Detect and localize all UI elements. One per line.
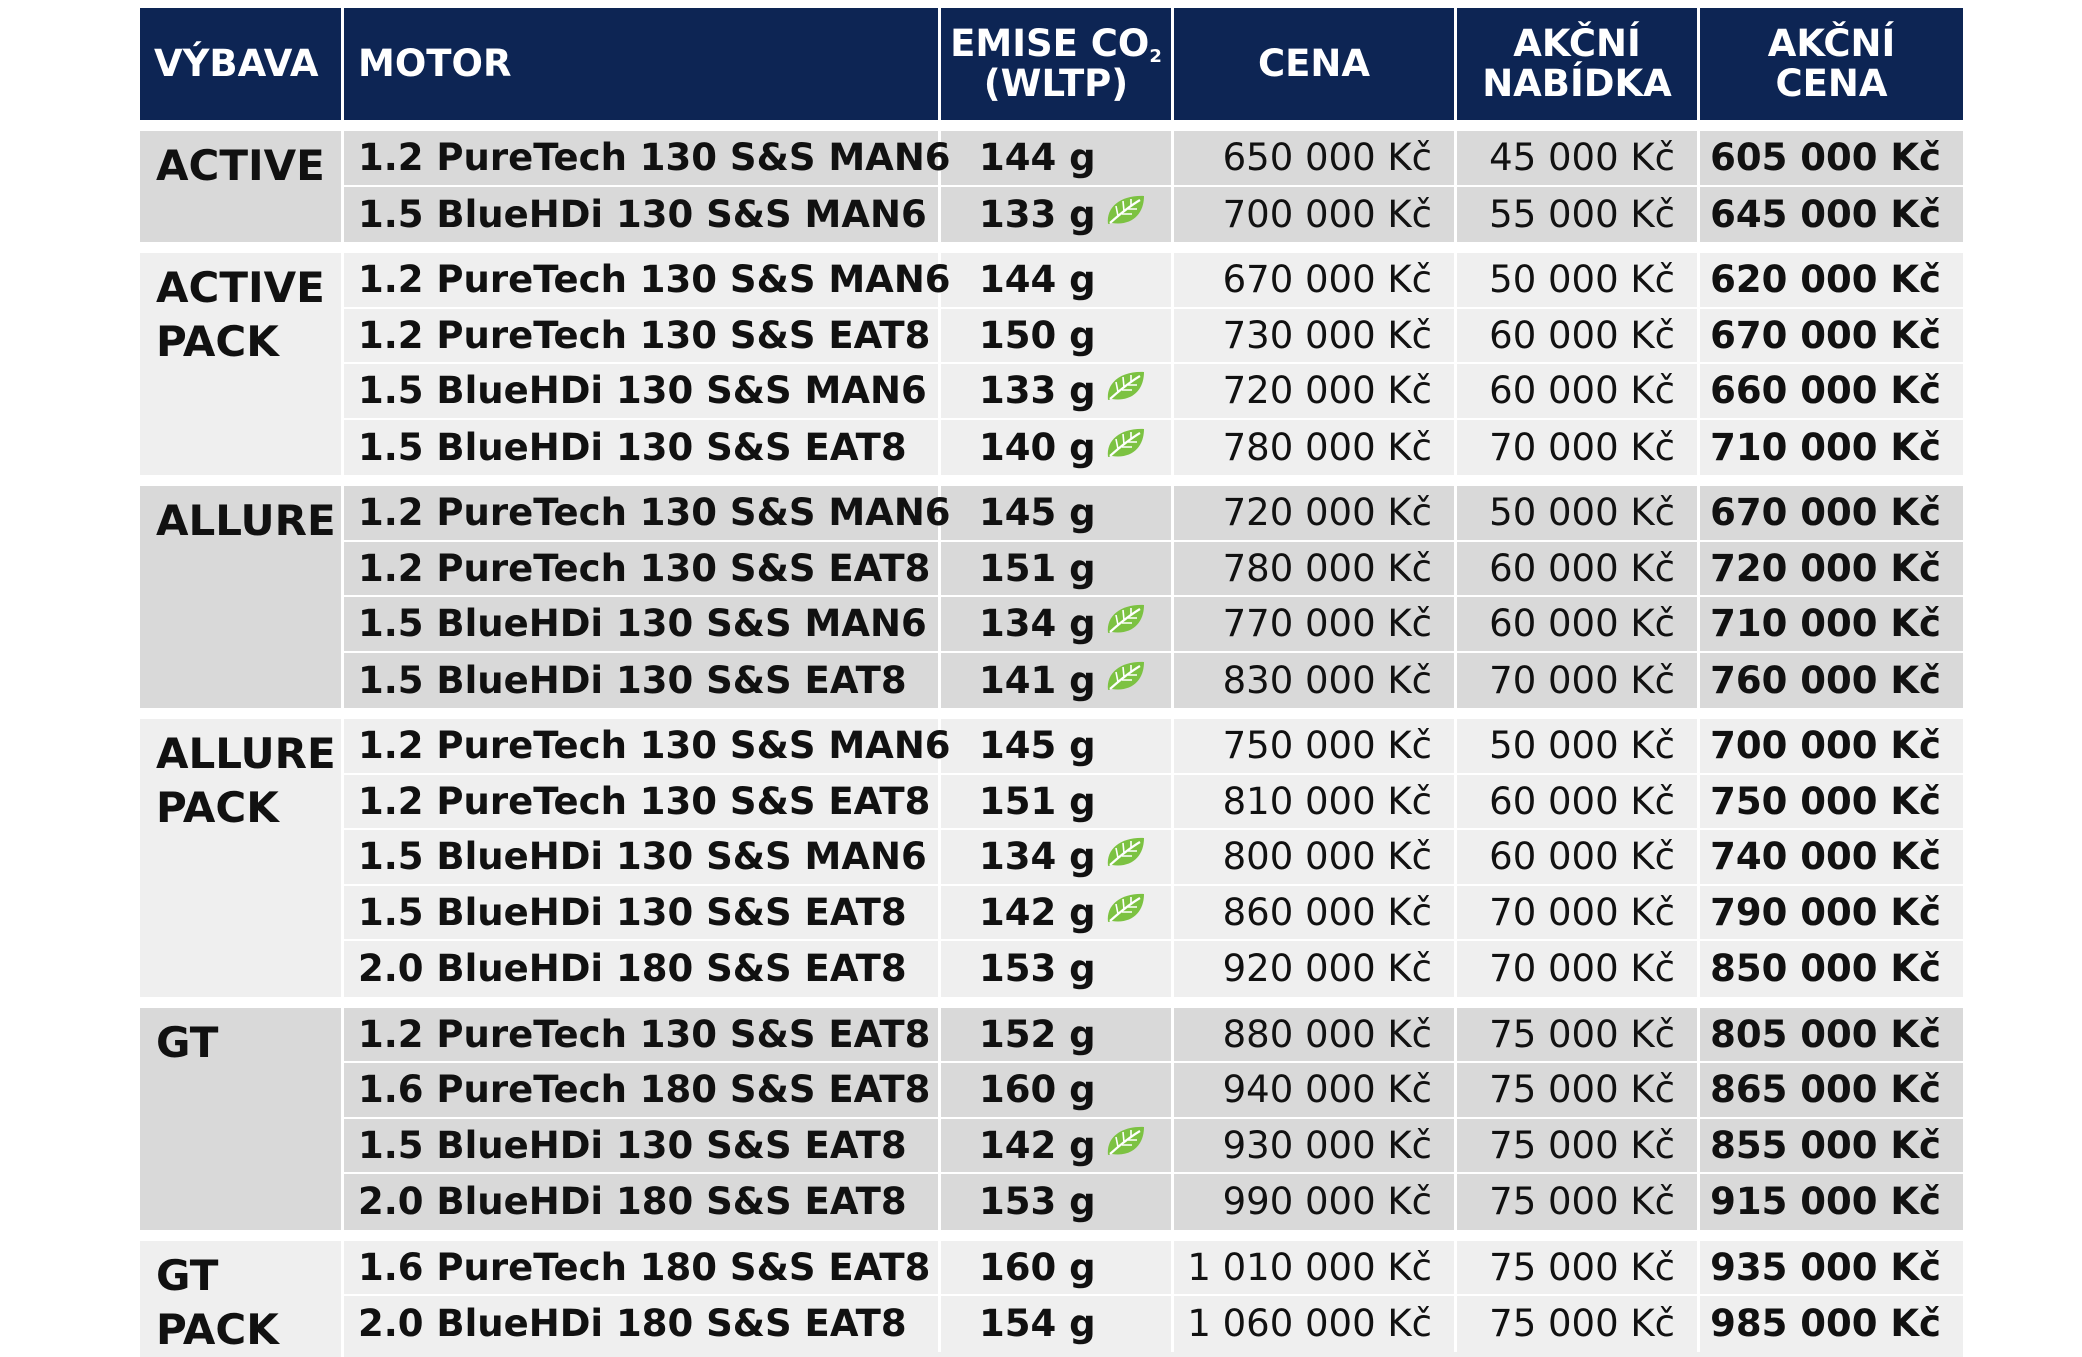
akcni-nabidka-cell: 45 000 Kč [1457,131,1700,185]
trim-group [140,1241,1963,1357]
emise-cell [941,1063,1174,1117]
cena-cell: 730 000 Kč [1174,309,1457,363]
cena-cell: 990 000 Kč [1174,1174,1457,1230]
emise-cell [941,309,1174,363]
akcni-cena-cell: 805 000 Kč [1710,1012,1941,1056]
akcni-nabidka-cell: 55 000 Kč [1457,187,1700,243]
akcni-nabidka-cell: 60 000 Kč [1457,597,1700,651]
trim-name: GT PACK [140,1241,344,1357]
akcni-cena-cell: 855 000 Kč [1710,1123,1941,1167]
akcni-nabidka-cell: 75 000 Kč [1457,1241,1700,1295]
emise-cell [941,253,1174,307]
emise-value: 142 g [979,890,1096,934]
akcni-nabidka-cell: 60 000 Kč [1457,775,1700,829]
motor-cell: 2.0 BlueHDi 180 S&S EAT8 [344,1174,941,1230]
motor-cell: 1.2 PureTech 130 S&S EAT8 [344,542,941,596]
motor-cell: 1.2 PureTech 130 S&S MAN6 [344,253,941,307]
table-row [344,1241,1963,1297]
akcni-cena-cell: 915 000 Kč [1710,1180,1941,1224]
table-row [344,253,1963,309]
akcni-cena-cell: 760 000 Kč [1710,658,1941,702]
leaf-icon [1104,1123,1146,1168]
emise-value: 141 g [979,658,1096,702]
akcni-cena-cell: 670 000 Kč [1710,491,1941,535]
emise-cell [941,1174,1174,1230]
cena-cell: 860 000 Kč [1174,886,1457,940]
emise-cell [941,364,1174,418]
header-akcni-nabidka-line1: AKČNÍ [1513,22,1641,66]
akcni-cena-cell: 660 000 Kč [1710,369,1941,413]
leaf-icon [1104,890,1146,935]
table-row [344,131,1963,187]
leaf-icon [1104,425,1146,470]
motor-cell: 1.5 BlueHDi 130 S&S EAT8 [344,1119,941,1173]
header-akcni-cena-line2: CENA [1775,62,1888,105]
table-row [344,1174,1963,1230]
table-row [344,486,1963,542]
table-row [344,597,1963,653]
table-row [344,1063,1963,1119]
akcni-nabidka-cell: 70 000 Kč [1457,941,1700,997]
header-vybava: VÝBAVA [140,8,344,120]
emise-value: 145 g [979,724,1096,768]
akcni-nabidka-cell: 70 000 Kč [1457,420,1700,476]
akcni-cena-cell: 700 000 Kč [1710,724,1941,768]
table-row [344,1119,1963,1175]
akcni-nabidka-cell: 75 000 Kč [1457,1174,1700,1230]
header-emise-line1: EMISE CO [950,22,1150,66]
akcni-nabidka-cell: 75 000 Kč [1457,1119,1700,1173]
cena-cell: 720 000 Kč [1174,364,1457,418]
akcni-nabidka-cell: 50 000 Kč [1457,486,1700,540]
akcni-nabidka-cell: 75 000 Kč [1457,1008,1700,1062]
cena-cell: 1 060 000 Kč [1174,1296,1457,1352]
akcni-cena-cell: 790 000 Kč [1710,890,1941,934]
header-akcni-cena [1700,8,1963,120]
table-row [344,542,1963,598]
cena-cell: 830 000 Kč [1174,653,1457,709]
emise-value: 133 g [979,369,1096,413]
cena-cell: 770 000 Kč [1174,597,1457,651]
akcni-cena-cell: 850 000 Kč [1710,947,1941,991]
table-row [344,830,1963,886]
akcni-cena-cell: 740 000 Kč [1710,835,1941,879]
emise-cell [941,1119,1174,1173]
table-row [344,886,1963,942]
cena-cell: 930 000 Kč [1174,1119,1457,1173]
leaf-icon [1104,601,1146,646]
emise-value: 151 g [979,546,1096,590]
trim-group [140,131,1963,242]
akcni-nabidka-cell: 50 000 Kč [1457,253,1700,307]
akcni-cena-cell: 935 000 Kč [1710,1245,1941,1289]
trim-name: ACTIVE PACK [140,253,344,475]
akcni-nabidka-cell: 75 000 Kč [1457,1296,1700,1352]
emise-cell [941,597,1174,651]
emise-value: 144 g [979,258,1096,302]
motor-cell: 1.5 BlueHDi 130 S&S EAT8 [344,653,941,709]
header-emise-line2: (WLTP) [983,62,1129,105]
akcni-cena-cell: 670 000 Kč [1710,313,1941,357]
akcni-cena-cell: 985 000 Kč [1710,1302,1941,1346]
akcni-nabidka-cell: 60 000 Kč [1457,309,1700,363]
leaf-icon [1104,658,1146,703]
table-row [344,309,1963,365]
emise-cell [941,886,1174,940]
cena-cell: 880 000 Kč [1174,1008,1457,1062]
motor-cell: 1.6 PureTech 180 S&S EAT8 [344,1241,941,1295]
cena-cell: 920 000 Kč [1174,941,1457,997]
trim-name: ALLURE [140,486,344,708]
emise-cell [941,653,1174,709]
emise-cell [941,1296,1174,1352]
emise-value: 154 g [979,1302,1096,1346]
cena-cell: 940 000 Kč [1174,1063,1457,1117]
akcni-nabidka-cell: 75 000 Kč [1457,1063,1700,1117]
trim-name: ACTIVE [140,131,344,242]
emise-value: 160 g [979,1245,1096,1289]
trim-group [140,486,1963,708]
cena-cell: 700 000 Kč [1174,187,1457,243]
cena-cell: 780 000 Kč [1174,542,1457,596]
emise-cell [941,719,1174,773]
akcni-cena-cell: 720 000 Kč [1710,546,1941,590]
motor-cell: 1.5 BlueHDi 130 S&S MAN6 [344,364,941,418]
trim-name: ALLURE PACK [140,719,344,997]
akcni-cena-cell: 605 000 Kč [1710,136,1941,180]
motor-cell: 1.2 PureTech 130 S&S MAN6 [344,131,941,185]
motor-cell: 1.5 BlueHDi 130 S&S MAN6 [344,187,941,243]
cena-cell: 750 000 Kč [1174,719,1457,773]
leaf-icon [1104,192,1146,237]
cena-cell: 800 000 Kč [1174,830,1457,884]
cena-cell: 670 000 Kč [1174,253,1457,307]
emise-value: 150 g [979,313,1096,357]
emise-cell [941,1241,1174,1295]
emise-value: 151 g [979,779,1096,823]
motor-cell: 2.0 BlueHDi 180 S&S EAT8 [344,941,941,997]
table-row [344,941,1963,997]
akcni-cena-cell: 865 000 Kč [1710,1068,1941,1112]
emise-value: 160 g [979,1068,1096,1112]
table-row [344,364,1963,420]
motor-cell: 1.5 BlueHDi 130 S&S MAN6 [344,597,941,651]
motor-cell: 2.0 BlueHDi 180 S&S EAT8 [344,1296,941,1352]
emise-value: 153 g [979,1180,1096,1224]
table-row [344,653,1963,709]
trim-group [140,719,1963,997]
cena-cell: 780 000 Kč [1174,420,1457,476]
akcni-nabidka-cell: 70 000 Kč [1457,886,1700,940]
akcni-cena-cell: 710 000 Kč [1710,602,1941,646]
emise-cell [941,420,1174,476]
table-header [140,8,1963,120]
table-row [344,420,1963,476]
akcni-nabidka-cell: 50 000 Kč [1457,719,1700,773]
cena-cell: 810 000 Kč [1174,775,1457,829]
price-table [140,8,1963,1357]
table-row [344,719,1963,775]
trim-group [140,253,1963,475]
header-akcni-cena-line1: AKČNÍ [1767,22,1896,66]
emise-value: 152 g [979,1012,1096,1056]
emise-cell [941,1008,1174,1062]
motor-cell: 1.2 PureTech 130 S&S EAT8 [344,775,941,829]
emise-cell [941,542,1174,596]
akcni-nabidka-cell: 60 000 Kč [1457,830,1700,884]
cena-cell: 720 000 Kč [1174,486,1457,540]
motor-cell: 1.5 BlueHDi 130 S&S MAN6 [344,830,941,884]
motor-cell: 1.2 PureTech 130 S&S MAN6 [344,486,941,540]
trim-group [140,1008,1963,1230]
motor-cell: 1.2 PureTech 130 S&S MAN6 [344,719,941,773]
akcni-nabidka-cell: 60 000 Kč [1457,364,1700,418]
emise-value: 144 g [979,136,1096,180]
table-body [140,131,1963,1357]
motor-cell: 1.6 PureTech 180 S&S EAT8 [344,1063,941,1117]
emise-value: 133 g [979,192,1096,236]
trim-name: GT [140,1008,344,1230]
header-emise-subscript: 2 [1149,46,1162,68]
cena-cell: 650 000 Kč [1174,131,1457,185]
emise-value: 153 g [979,947,1096,991]
header-akcni-nabidka [1457,8,1700,120]
table-row [344,1296,1963,1352]
emise-value: 140 g [979,425,1096,469]
emise-cell [941,830,1174,884]
motor-cell: 1.2 PureTech 130 S&S EAT8 [344,309,941,363]
header-emise [941,8,1174,120]
motor-cell: 1.2 PureTech 130 S&S EAT8 [344,1008,941,1062]
akcni-cena-cell: 750 000 Kč [1710,779,1941,823]
emise-cell [941,775,1174,829]
header-cena: CENA [1174,8,1457,120]
emise-cell [941,131,1174,185]
emise-cell [941,486,1174,540]
emise-cell [941,187,1174,243]
leaf-icon [1104,368,1146,413]
emise-value: 145 g [979,491,1096,535]
akcni-cena-cell: 710 000 Kč [1710,425,1941,469]
header-akcni-nabidka-line2: NABÍDKA [1482,62,1672,105]
akcni-nabidka-cell: 70 000 Kč [1457,653,1700,709]
header-motor: MOTOR [344,8,941,120]
emise-value: 142 g [979,1123,1096,1167]
motor-cell: 1.5 BlueHDi 130 S&S EAT8 [344,886,941,940]
emise-value: 134 g [979,835,1096,879]
emise-cell [941,941,1174,997]
leaf-icon [1104,834,1146,879]
cena-cell: 1 010 000 Kč [1174,1241,1457,1295]
motor-cell: 1.5 BlueHDi 130 S&S EAT8 [344,420,941,476]
table-row [344,775,1963,831]
akcni-cena-cell: 620 000 Kč [1710,258,1941,302]
akcni-cena-cell: 645 000 Kč [1710,192,1941,236]
table-row [344,1008,1963,1064]
akcni-nabidka-cell: 60 000 Kč [1457,542,1700,596]
emise-value: 134 g [979,602,1096,646]
table-row [344,187,1963,243]
